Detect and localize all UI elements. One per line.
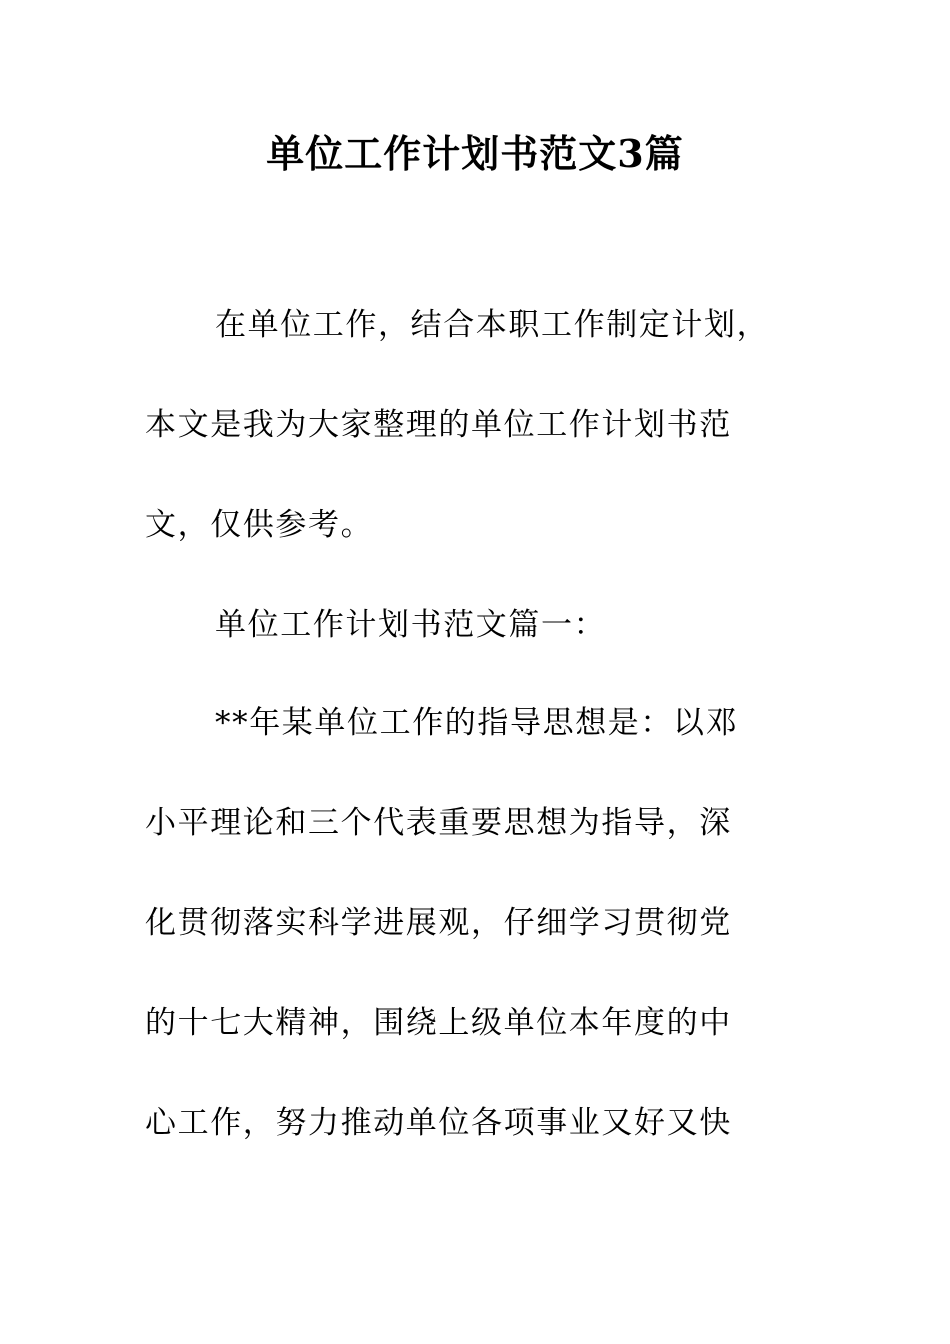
body-line-1: 在单位工作，结合本职工作制定计划， [215,307,770,343]
body-line-3: 文，仅供参考。 [145,507,374,543]
body-line-2: 本文是我为大家整理的单位工作计划书范 [145,407,732,443]
body-line-6: 小平理论和三个代表重要思想为指导，深 [145,805,732,841]
body-line-8: 的十七大精神，围绕上级单位本年度的中 [145,1005,732,1041]
body-line-9: 心工作，努力推动单位各项事业又好又快 [145,1105,732,1141]
body-line-7: 化贯彻落实科学进展观，仔细学习贯彻党 [145,905,732,941]
document-title: 单位工作计划书范文3篇 [266,131,684,176]
section-heading-1: 单位工作计划书范文篇一： [215,607,607,643]
body-line-5: **年某单位工作的指导思想是：以邓 [215,705,739,741]
